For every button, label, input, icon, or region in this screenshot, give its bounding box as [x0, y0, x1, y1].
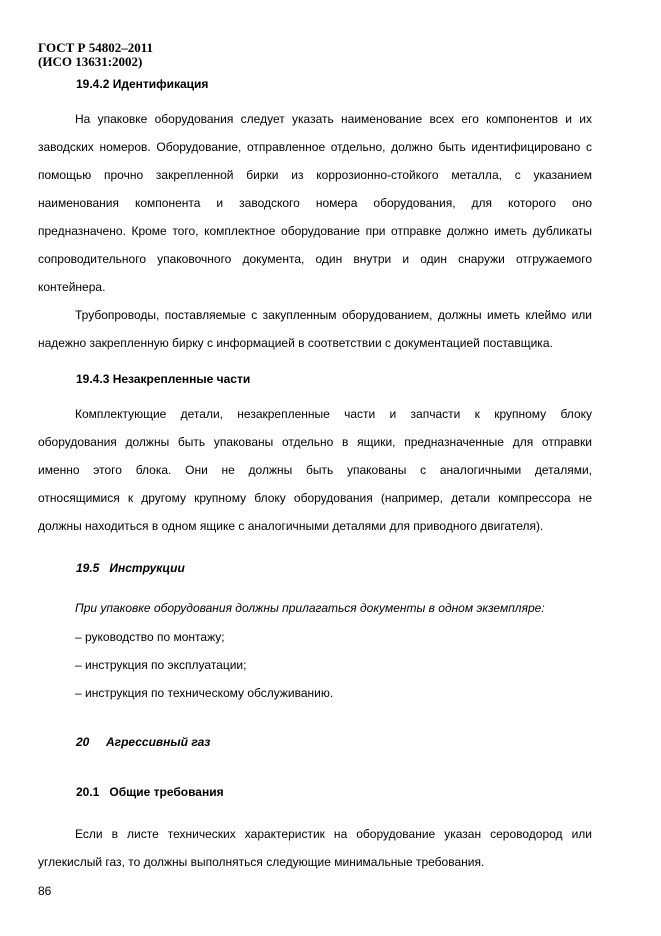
- paragraph-identification: [38, 105, 592, 357]
- iso-number: (ИСО 13631:2002): [38, 54, 143, 69]
- text-line: заводских номеров. Оборудование, отправленное отдельно, должно быть идентифицировано с: [38, 140, 592, 154]
- heading-19-4-3: 19.4.3 Незакрепленные части: [76, 372, 251, 386]
- page-number: 86: [38, 884, 52, 898]
- text-line: На упаковке оборудования следует указать наименование всех его компонентов и их: [75, 112, 592, 126]
- text-line: именно этого блока. Они не должны быть упакованы с аналогичными деталями,: [38, 463, 592, 477]
- heading-19-5-text: 19.5 Инструкции: [76, 561, 185, 575]
- list-item: – инструкция по техническому обслуживанию.: [75, 686, 334, 700]
- text-line: помощью прочно закрепленной бирки из коррозионно-стойкого металла, с указанием: [38, 168, 592, 182]
- heading-20: 20 Агрессивный газ: [76, 735, 211, 749]
- heading-19-5: [76, 561, 185, 575]
- text-line: наименования компонента и заводского номера оборудования, для которого оно: [38, 196, 592, 210]
- text-line: относящимися к другому крупному блоку оборудования (например, детали компрессора не: [38, 491, 592, 505]
- text-line: предназначено. Кроме того, комплектное оборудование при отправке должно иметь дубликаты: [38, 224, 592, 238]
- standard-number: ГОСТ Р 54802–2011: [38, 40, 154, 55]
- heading-19-4-2: 19.4.2 Идентификация: [76, 77, 209, 91]
- list-item: – руководство по монтажу;: [75, 630, 225, 644]
- text-line: Комплектующие детали, незакрепленные части и запчасти к крупному блоку: [75, 407, 592, 421]
- instructions-intro: При упаковке оборудования должны прилагаться документы в одном экземпляре:: [75, 601, 545, 615]
- paragraph-general-requirements: [38, 820, 592, 876]
- document-header: [38, 41, 153, 69]
- paragraph-loose-parts: [38, 400, 592, 540]
- text-line: углекислый газ, то должны выполняться следующие минимальные требования.: [38, 855, 485, 869]
- heading-20-1: 20.1 Общие требования: [76, 785, 224, 799]
- text-line: контейнера.: [38, 280, 106, 294]
- list-item: – инструкция по эксплуатации;: [75, 658, 247, 672]
- text-line: Если в листе технических характеристик на оборудование указан сероводород или: [75, 827, 592, 841]
- text-line: должны находиться в одном ящике с аналогичными деталями для приводного двигателя).: [38, 519, 544, 533]
- text-line: надежно закрепленную бирку с информацией в соответствии с документацией поставщика.: [38, 336, 553, 350]
- text-line: Трубопроводы, поставляемые с закупленным оборудованием, должны иметь клеймо или: [75, 308, 592, 322]
- text-line: сопроводительного упаковочного документа, один внутри и один снаружи отгружаемого: [38, 252, 592, 266]
- text-line: оборудования должны быть упакованы отдельно в ящики, предназначенные для отправки: [38, 435, 592, 449]
